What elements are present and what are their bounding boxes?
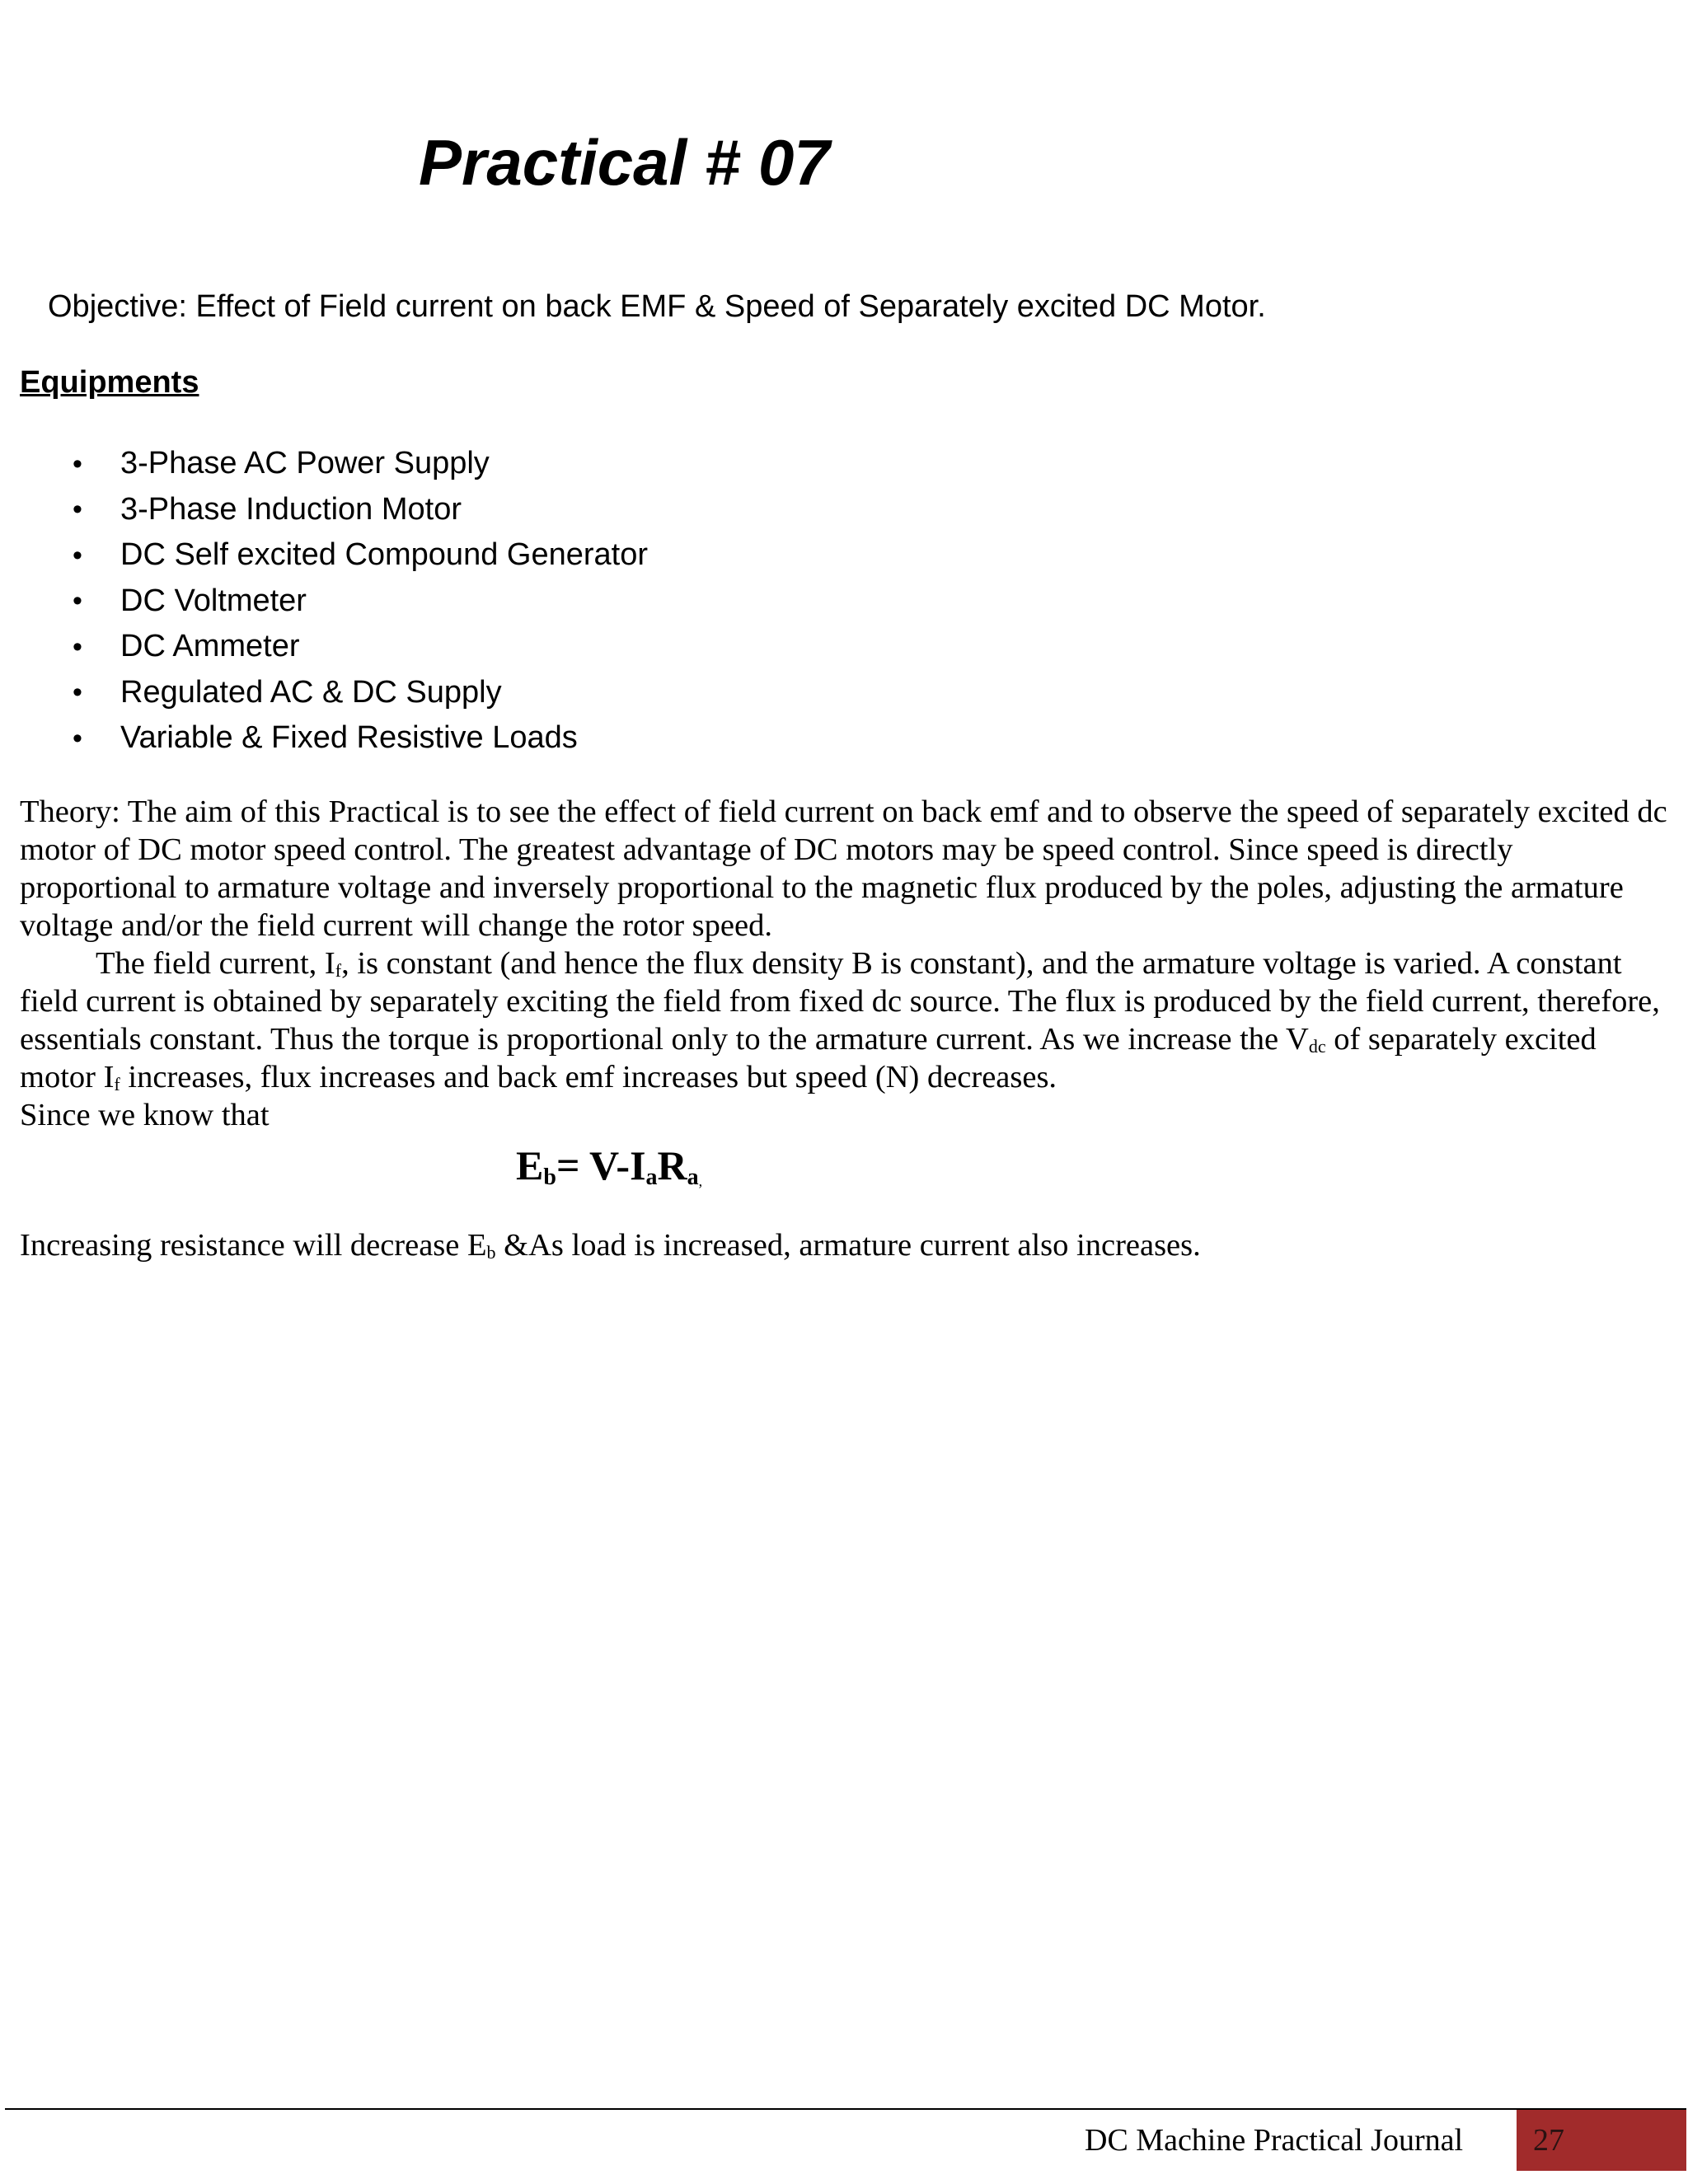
conclusion-part: Increasing resistance will decrease E xyxy=(20,1228,487,1263)
list-item xyxy=(73,579,648,625)
equipment-label: Variable & Fixed Resistive Loads xyxy=(120,720,578,755)
equipment-label: DC Ammeter xyxy=(120,629,300,663)
equipment-label: Regulated AC & DC Supply xyxy=(120,674,502,710)
formula-symbol: E xyxy=(516,1142,544,1188)
footer-divider xyxy=(5,2108,1686,2110)
formula-symbol: R xyxy=(657,1142,687,1188)
bullet-icon: • xyxy=(73,448,82,480)
theory-text: , is constant (and hence the flux density B is constant), and the armature voltage is varied. A constant field current is obtained by separately exciting the field from fixed dc source. The flux is produced by the field current, therefore, essentials constant. Thus the torque is proportional only to the armature current. As we increase the V xyxy=(20,946,1660,1057)
theory-paragraph-3: Since we know that xyxy=(20,1098,270,1132)
theory-text: of separately excited motor I xyxy=(20,1022,1597,1094)
objective-text: Objective: Effect of Field current on back EMF & Speed of Separately excited DC Motor. xyxy=(48,289,1266,324)
theory-section xyxy=(20,793,1668,1134)
equipment-label: 3-Phase AC Power Supply xyxy=(120,446,490,480)
formula-symbol: = V-I xyxy=(556,1142,646,1188)
bullet-icon: • xyxy=(73,585,82,617)
list-item xyxy=(73,487,648,533)
theory-paragraph-2 xyxy=(20,944,1668,1096)
formula-subscript: a xyxy=(645,1165,658,1190)
theory-text: increases, flux increases and back emf increases but speed (N) decreases. xyxy=(120,1060,1057,1094)
back-emf-formula xyxy=(516,1141,702,1190)
back-emf-subscript: b xyxy=(486,1242,496,1263)
field-current-subscript: f xyxy=(335,960,342,981)
conclusion-text xyxy=(20,1226,1201,1264)
equipments-heading: Equipments xyxy=(20,365,199,400)
dc-voltage-subscript: dc xyxy=(1308,1036,1326,1057)
page-number-badge xyxy=(1517,2110,1686,2171)
list-item xyxy=(73,441,648,487)
bullet-icon: • xyxy=(73,539,82,571)
equipment-list xyxy=(73,441,648,762)
list-item xyxy=(73,715,648,762)
field-current-subscript: f xyxy=(114,1074,120,1094)
bullet-icon: • xyxy=(73,722,82,754)
footer-journal-title: DC Machine Practical Journal xyxy=(1085,2123,1464,2158)
list-item xyxy=(73,532,648,579)
equipment-label: 3-Phase Induction Motor xyxy=(120,491,462,527)
bullet-icon: • xyxy=(73,494,82,526)
list-item xyxy=(73,670,648,716)
list-item xyxy=(73,624,648,670)
page-title: Practical # 07 xyxy=(419,126,830,199)
page-number: 27 xyxy=(1533,2123,1564,2158)
bullet-icon: • xyxy=(73,630,82,663)
equipment-label: DC Voltmeter xyxy=(120,583,307,618)
theory-text: The field current, I xyxy=(96,946,335,981)
formula-punctuation: , xyxy=(698,1173,703,1189)
theory-paragraph-1: Theory: The aim of this Practical is to see the effect of field current on back emf and to observe the speed of separately excited dc motor of DC motor speed control. The greatest advantage of DC motors may be speed control. Since speed is directly proportional to armature voltage and inversely proportional to the magnetic flux produced by the poles, adjusting the armature voltage and/or the field current will change the rotor speed. xyxy=(20,794,1667,943)
formula-subscript: a xyxy=(687,1165,699,1190)
equipment-label: DC Self excited Compound Generator xyxy=(120,537,648,572)
bullet-icon: • xyxy=(73,677,82,709)
conclusion-part: &As load is increased, armature current also increases. xyxy=(495,1228,1201,1263)
formula-subscript: b xyxy=(543,1165,556,1190)
